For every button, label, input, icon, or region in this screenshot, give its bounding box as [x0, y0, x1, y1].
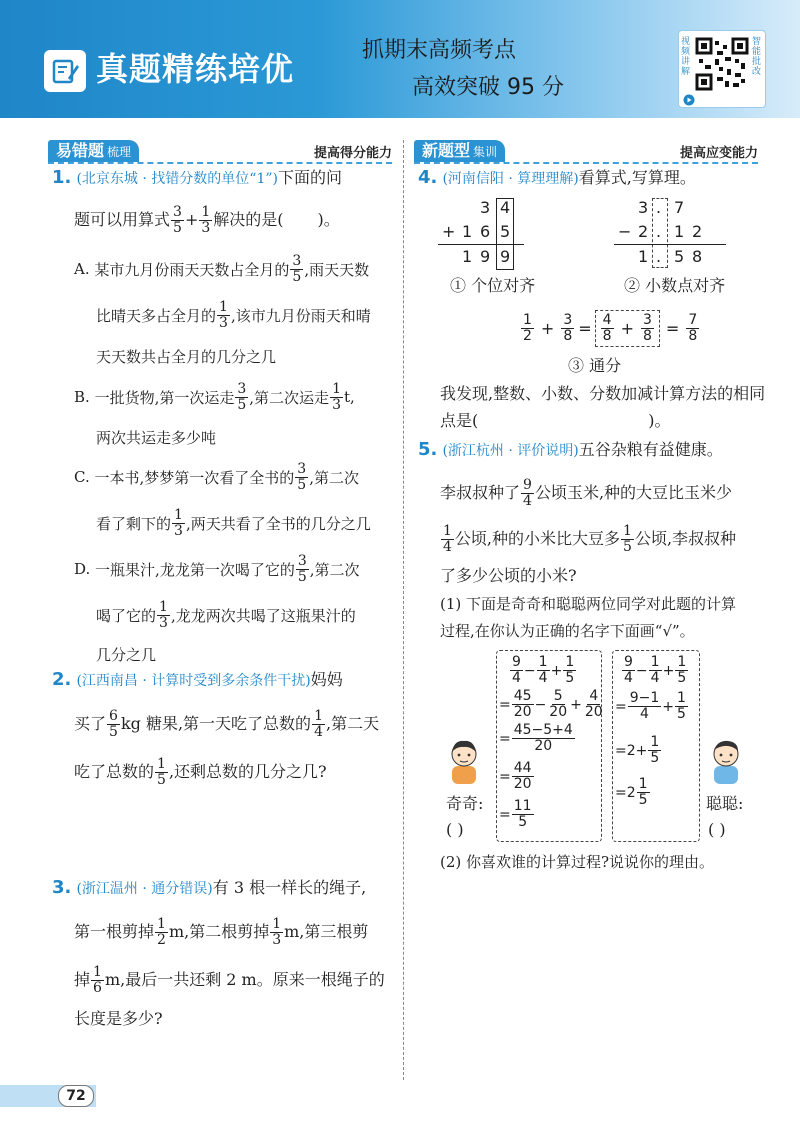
integer-addition: 3 4 + 1 6 5 1 9 9: [438, 198, 528, 270]
q1-option-c[interactable]: C. 一本书,梦梦第一次看了全书的 $\frac{3}{5}$ ,第二次 看了剩下的 $\frac{1}{3}$ ,两天共看了全书的几分之几: [74, 460, 371, 539]
left-section-header: [48, 140, 392, 164]
qiqi-check-blank[interactable]: ( ): [446, 820, 464, 839]
q2-source: (江西南昌 · 计算时受到多余条件干扰): [76, 673, 311, 689]
qr-code-panel[interactable]: [678, 30, 766, 108]
left-section-subtitle: 提高得分能力: [313, 146, 392, 161]
slogan-line-2: 高效突破 95 分: [412, 75, 564, 100]
q1-option-d[interactable]: D. 一瓶果汁,龙龙第一次喝了它的 $\frac{3}{5}$ ,第二次 喝了它的 $\frac{1}{3}$ ,龙龙两次共喝了这瓶果汁的 几分之几: [74, 552, 360, 664]
question-1: 1. (北京东城 · 找错分数的单位“1”)下面的问 题可以用算式 $\frac{3}{5}$ + $\frac{1}{3}$ 解决的是( )。 A. 某市九月份雨天天数占全月的 $\frac{3}{5}$ ,雨天天数 比晴天多占全月的 $\frac{1}{3}$ ,该市九月份雨天和晴 天天数共占全月的几分之几 B. 一批货物,第一次运走 $\frac{3}{5}$ ,第二次运走 $\frac{1}{3}$ t, 两次共运走多少吨 C. 一本书,梦梦第一次看了全书的 $\frac{3}{5}$ ,第二次 看了剩下的 $\frac{1}{3}$ ,两天共看了全书的几分之几 D. 一瓶果汁,龙龙第一次喝了它的 $\frac{3}{5}$ ,第二次 喝了它的 $\frac{1}{3}$ ,龙龙两次共喝了这瓶果汁的 几分之几: [52, 168, 402, 670]
q1-option-b[interactable]: B. 一批货物,第一次运走 $\frac{3}{5}$ ,第二次运走 $\frac{1}{3}$ t, 两次共运走多少吨: [74, 380, 355, 447]
congcong-name: 聪聪:: [706, 794, 744, 813]
q1-source: (北京东城 · 找错分数的单位“1”): [76, 171, 278, 187]
question-2: 2. (江西南昌 · 计算时受到多余条件干扰)妈妈 买了 $\frac{6}{5}$ kg 糖果,第一天吃了总数的 $\frac{1}{4}$ ,第二天 吃了总数的 $\frac{1}{5}$ ,还剩总数的几分之几?: [52, 669, 380, 788]
qiqi-work-box: $\frac{9}{4}$ − $\frac{1}{4}$ + $\frac{1}{5}$ = $\frac{45}{20}$ − $\frac{5}{20}$ + $\frac{4}{20}$ = $\frac{45-5+4}{20}$ = $\frac{44}{20}$ = $\frac{11}{5}$: [496, 650, 602, 842]
fraction-equation: $\frac{1}{2}$ + $\frac{3}{8}$ = $\frac{4}{8}$ + $\frac{3}{8}$ = $\frac{7}{8}$: [520, 306, 700, 350]
qiqi-name: 奇奇:: [446, 794, 484, 813]
q5-sub-question-2: (2) 你喜欢谁的计算过程?说说你的理由。: [440, 853, 715, 871]
right-section-header: [414, 140, 758, 164]
q4-answer-blank[interactable]: 点是( )。: [440, 411, 671, 430]
banner-title: 真题精练培优: [96, 50, 295, 88]
qr-right-label: 智能批改: [752, 37, 762, 77]
question-4: 4. (河南信阳 · 算理理解)看算式,写算理。: [418, 167, 696, 188]
caption-1: ① 个位对齐: [450, 276, 536, 295]
q5-source: (浙江杭州 · 评价说明): [442, 443, 579, 459]
column-divider: [403, 140, 404, 1080]
q3-source: (浙江温州 · 通分错误): [76, 881, 213, 897]
right-section-subtitle: 提高应变能力: [679, 146, 758, 161]
play-icon: [683, 91, 695, 103]
right-section-tag: 新题型 集训: [414, 140, 505, 162]
page-number: 72: [58, 1085, 94, 1107]
caption-2: ② 小数点对齐: [624, 276, 726, 295]
q4-source: (河南信阳 · 算理理解): [442, 171, 579, 187]
congcong-check-blank[interactable]: ( ): [708, 820, 726, 839]
slogan-line-1: 抓期末高频考点: [362, 38, 517, 63]
q1-option-a[interactable]: A. 某市九月份雨天天数占全月的 $\frac{3}{5}$ ,雨天天数 比晴天多占全月的 $\frac{1}{3}$ ,该市九月份雨天和晴 天天数共占全月的几分之几: [74, 252, 371, 366]
question-3: 3. (浙江温州 · 通分错误)有 3 根一样长的绳子, 第一根剪掉 $\frac{1}{2}$ m,第二根剪掉 $\frac{1}{3}$ m,第三根剪 掉 $\frac{1}{6}$ m,最后一共还剩 2 m。原来一根绳子的 长度是多少?: [52, 877, 385, 1028]
qr-left-label: 视频讲解: [681, 37, 691, 77]
book-pencil-icon: [44, 50, 86, 92]
congcong-avatar: [706, 736, 746, 786]
decimal-subtraction: 3 . 7 − 2 . 1 2 1 . 5 8: [612, 198, 732, 270]
q4-finding-line-1: 我发现,整数、小数、分数加减计算方法的相同: [440, 384, 766, 403]
left-section-tag: 易错题 梳理: [48, 140, 139, 162]
common-denominator-box: $\frac{4}{8}$ + $\frac{3}{8}$: [595, 310, 660, 347]
qr-code-icon: [695, 37, 749, 91]
congcong-work-box: $\frac{9}{4}$ − $\frac{1}{4}$ + $\frac{1}{5}$ = $\frac{9-1}{4}$ + $\frac{1}{5}$ = 2+ $\frac{1}{5}$ = 2 $\frac{1}{5}$: [612, 650, 700, 842]
qiqi-avatar: [444, 736, 484, 786]
question-5: 5. (浙江杭州 · 评价说明)五谷杂粮有益健康。 李叔叔种了 $\frac{9}{4}$ 公顷玉米,种的大豆比玉米少 $\frac{1}{4}$ 公顷,种的小米比大豆多 $\frac{1}{5}$ 公顷,李叔叔种 了多少公顷的小米? (1) 下面是奇奇和聪聪两位同学对此题的计算 过程,在你认为正确的名字下面画“√”。: [418, 439, 737, 640]
caption-3: ③ 通分: [568, 356, 622, 375]
